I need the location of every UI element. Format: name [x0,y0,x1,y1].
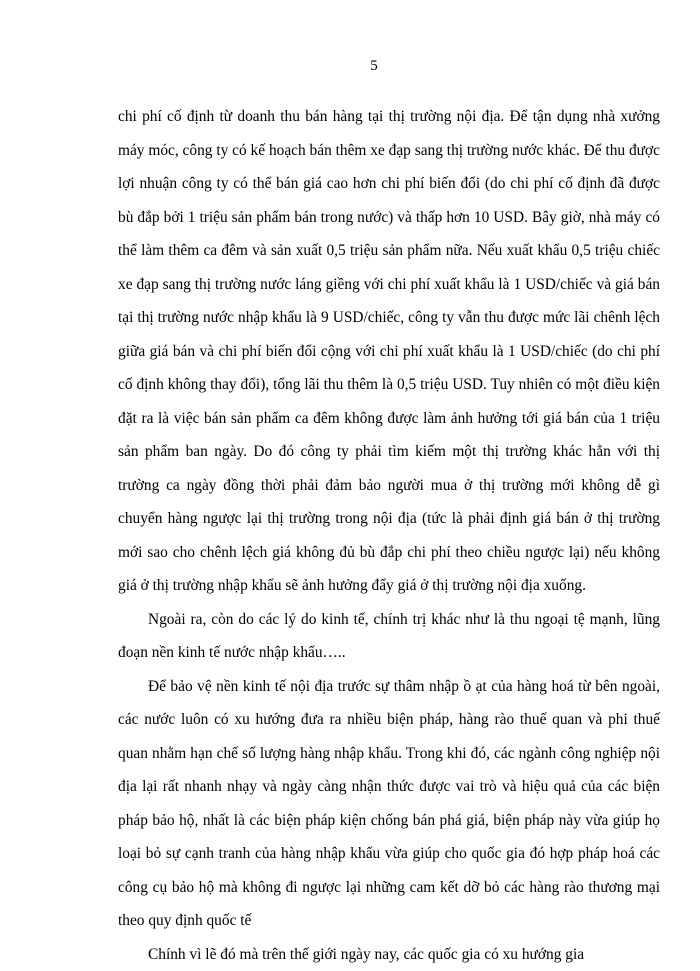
paragraph-global-trend: Chính vì lẽ đó mà trên thế giới ngày nay, các quốc gia có xu hướng gia [118,938,660,971]
page-number: 5 [0,58,700,75]
paragraph-protection-measures: Để bảo vệ nền kinh tế nội địa trước sự thâm nhập ồ ạt của hàng hoá từ bên ngoài, các nước luôn có xu hướng đưa ra nhiều biện pháp, hàng rào thuế quan và phi thuế quan nhằm hạn chế số lượng hàng nhập khẩu. Trong khi đó, các ngành công nghiệp nội địa lại rất nhanh nhạy và ngày càng nhận thức được vai trò và hiệu quả của các biện pháp bảo hộ, nhất là các biện pháp kiện chống bán phá giá, biện pháp này vừa giúp họ loại bỏ sự cạnh tranh của hàng nhập khẩu vừa giúp cho quốc gia đó hợp pháp hoá các công cụ bảo hộ mà không đi ngược lại những cam kết dỡ bỏ các hàng rào thương mại theo quy định quốc tế [118,670,660,938]
paragraph-bicycle-export-example: chi phí cố định từ doanh thu bán hàng tại thị trường nội địa. Để tận dụng nhà xưởng máy móc, công ty có kế hoạch bán thêm xe đạp sang thị trường nước khác. Để thu được lợi nhuận công ty có thể bán giá cao hơn chi phí biến đổi (do chi phí cố định đã được bù đắp bởi 1 triệu sản phẩm bán trong nước) và thấp hơn 10 USD. Bây giờ, nhà máy có thể làm thêm ca đêm và sản xuất 0,5 triệu sản phẩm nữa. Nếu xuất khẩu 0,5 triệu chiếc xe đạp sang thị trường nước láng giềng với chi phí xuất khẩu là 1 USD/chiếc và giá bán tại thị trường nước nhập khẩu là 9 USD/chiếc, công ty vẫn thu được mức lãi chênh lệch giữa giá bán và chi phí biến đổi cộng với chi phí xuất khẩu là 1 USD/chiếc (do chi phí cố định không thay đổi), tổng lãi thu thêm là 0,5 triệu USD. Tuy nhiên có một điều kiện đặt ra là việc bán sản phẩm ca đêm không được làm ảnh hưởng tới giá bán của 1 triệu sản phẩm ban ngày. Do đó công ty phải tìm kiếm một thị trường khác hẳn với thị trường ca ngày đồng thời phải đảm bảo người mua ở thị trường mới không dễ gì chuyển hàng ngược lại thị trường trong nội địa (tức là phải định giá bán ở thị trường mới sao cho chênh lệch giá không đủ bù đắp chi phí theo chiều ngược lại) nếu không giá ở thị trường nhập khẩu sẽ ảnh hưởng đẩy giá ở thị trường nội địa xuống. [118,100,660,603]
paragraph-other-reasons: Ngoài ra, còn do các lý do kinh tế, chính trị khác như là thu ngoại tệ mạnh, lũng đoạn nền kinh tế nước nhập khẩu….. [118,603,660,670]
body-text [118,100,660,971]
